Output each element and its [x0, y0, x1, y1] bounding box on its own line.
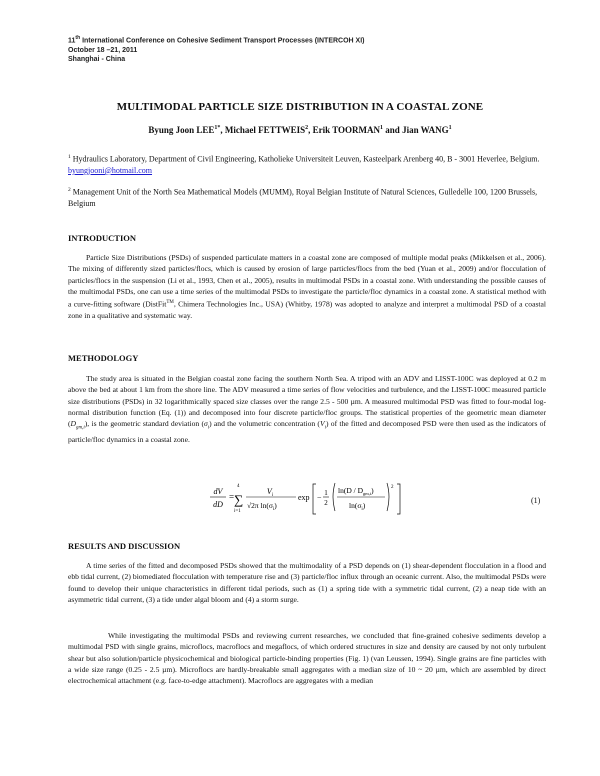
- section-heading-introduction: INTRODUCTION: [68, 233, 137, 243]
- author: Jian WANG$^1$: [402, 125, 452, 135]
- eq-half-num: 1: [324, 489, 328, 497]
- eq-sum: ∑: [234, 492, 244, 507]
- eq-lhs-num: dV: [213, 487, 223, 496]
- email-link[interactable]: byungjooni@hotmail.com: [68, 165, 153, 175]
- equation-1: [0, 481, 600, 521]
- conference-location: Shanghai - China: [68, 56, 126, 64]
- eq-sum-bot: i=1: [234, 509, 241, 514]
- eq-exp: exp: [298, 493, 310, 502]
- author: Erik TOORMAN$^1$: [312, 125, 384, 135]
- conference-header: [68, 34, 364, 65]
- eq-inner-num: $\ln(D / D_{gm,i})$: [338, 486, 374, 496]
- author: Michael FETTWEIS$^2$: [224, 125, 309, 135]
- eq-equals: =: [229, 492, 235, 502]
- eq-inner-den: $\ln(\sigma_i)$: [349, 501, 366, 512]
- results-paragraph-2: While investigating the multimodal PSDs and reviewing current researches, we concluded that fine-grained cohesive sediments develop a multimodal PSD with single grains, microflocs, macroflocs and megaflocs, of which ordered structures in size and density are caused by not only turbulent shear but also solution/particle physicochemical and biological particle-binding properties (Fig. 1) (van Leussen, 1994). Single grains are fine particles with a wide size range (0.25 - 2.5 µm). Microflocs are hardly-breakable small aggregates with a median size of 10 ~ 20 µm, which are assembled by direct electrochemical attachment (e.g. face-to-edge attachment). Macroflocs are aggregates with a median: [68, 631, 546, 686]
- affiliation-1: $^1$ Hydraulics Laboratory, Department of Civil Engineering, Katholieke Universiteit Leuven, Kasteelpark Arenberg 40, B - 3001 Heverlee, Belgium. byungjooni@hotmail.com: [68, 154, 540, 175]
- eq-half-den: 2: [324, 499, 328, 507]
- eq-frac-num: $V_i$: [266, 487, 274, 498]
- affiliation-2: $^2$ Management Unit of the North Sea Mathematical Models (MUMM), Royal Belgian Institute of Natural Sciences, Gulledelle 100, 1200 Brussels, Belgium: [68, 187, 538, 208]
- eq-minus: −: [317, 493, 322, 502]
- results-paragraph-1: A time series of the fitted and decomposed PSDs showed that the multimodality of a PSD depends on (1) shear-dependent flocculation in a flood and ebb tidal current, (2) biomediated flocculation with temperature rise and (3) particle/floc influx through an oceanic current. Also, the multimodal PSDs were found to develop their unique characteristics in different tidal periods, such as (1) a spring tide with a symmetric tidal current, (2) a neap tide with an asymmetric tidal current, (3) a tide under algal bloom and (4) a storm surge.: [68, 561, 546, 604]
- eq-sum-top: 4: [237, 484, 240, 489]
- conference-name: 11th International Conference on Cohesive Sediment Transport Processes (INTERCOH XI): [68, 35, 365, 45]
- eq-lhs-den: dD: [213, 500, 223, 509]
- conference-dates: October 18 –21, 2011: [68, 46, 138, 54]
- intro-paragraph: Particle Size Distributions (PSDs) of suspended particulate matters in a coastal zone are composed of multiple modal peaks (Mikkelsen et al., 2006). The mixing of differently sized particles/flocs, which is caused by erosion of large particles/flocs from the bed (Yuan et al., 2009) and/or flocculation of particles/flocs in the suspension (Li et al., 1993, Chen et al., 2005), results in multimodal PSDs in a coastal zone. With understanding the possible causes of the multimodal PSDs, one can use a time series of the multimodal PSDs to investigate the particle/floc dynamics in a coastal zone. A statistical method with a curve-fitting software (DistFit™, Chimera Technologies Inc., USA) (Whitby, 1978) was adopted to analyze and interpret a multimodal PSD of a coastal zone in a qualitative and systematic way.: [68, 253, 547, 321]
- section-heading-methodology: METHODOLOGY: [68, 353, 139, 363]
- method-paragraph: The study area is situated in the Belgian coastal zone facing the southern North Sea. A tripod with an ADV and LISST-100C was deployed at 0.2 m above the bed at about 1 km from the shore line. The ADV measured a time series of flow velocities and turbulence, and the LISST-100C measured particle size distributions (PSDs) in 32 logarithmically spaced size classes over the range 2.5 - 500 µm. A measured multimodal PSD was fitted to four-modal log-normal distribution function (Eq. (1)) and decomposed into four discrete particle/floc groups. The statistical properties of the geometric mean diameter $(D_{gm,i})$, is the geometric standard deviation $(\sigma_i)$ and the volumetric concentration $(V_i)$ of the fitted and decomposed PSD were then used as the indicators of particle/floc dynamics in a coastal zone.: [68, 374, 546, 444]
- section-heading-results: RESULTS AND DISCUSSION: [68, 541, 181, 551]
- eq-frac-den: √2π $\ln(\sigma_i)$: [247, 501, 277, 512]
- equation-number: (1): [531, 496, 541, 505]
- author-list: Byung Joon $LEE^{1*}$, Michael FETTWEIS$^2$, Erik TOORMAN$^1$ and Jian WANG$^1$: [148, 125, 452, 135]
- paper-title: MULTIMODAL PARTICLE SIZE DISTRIBUTION IN A COASTAL ZONE: [116, 101, 484, 113]
- eq-power: 2: [391, 485, 394, 490]
- author: Byung Joon $LEE^{1*}$: [148, 125, 221, 135]
